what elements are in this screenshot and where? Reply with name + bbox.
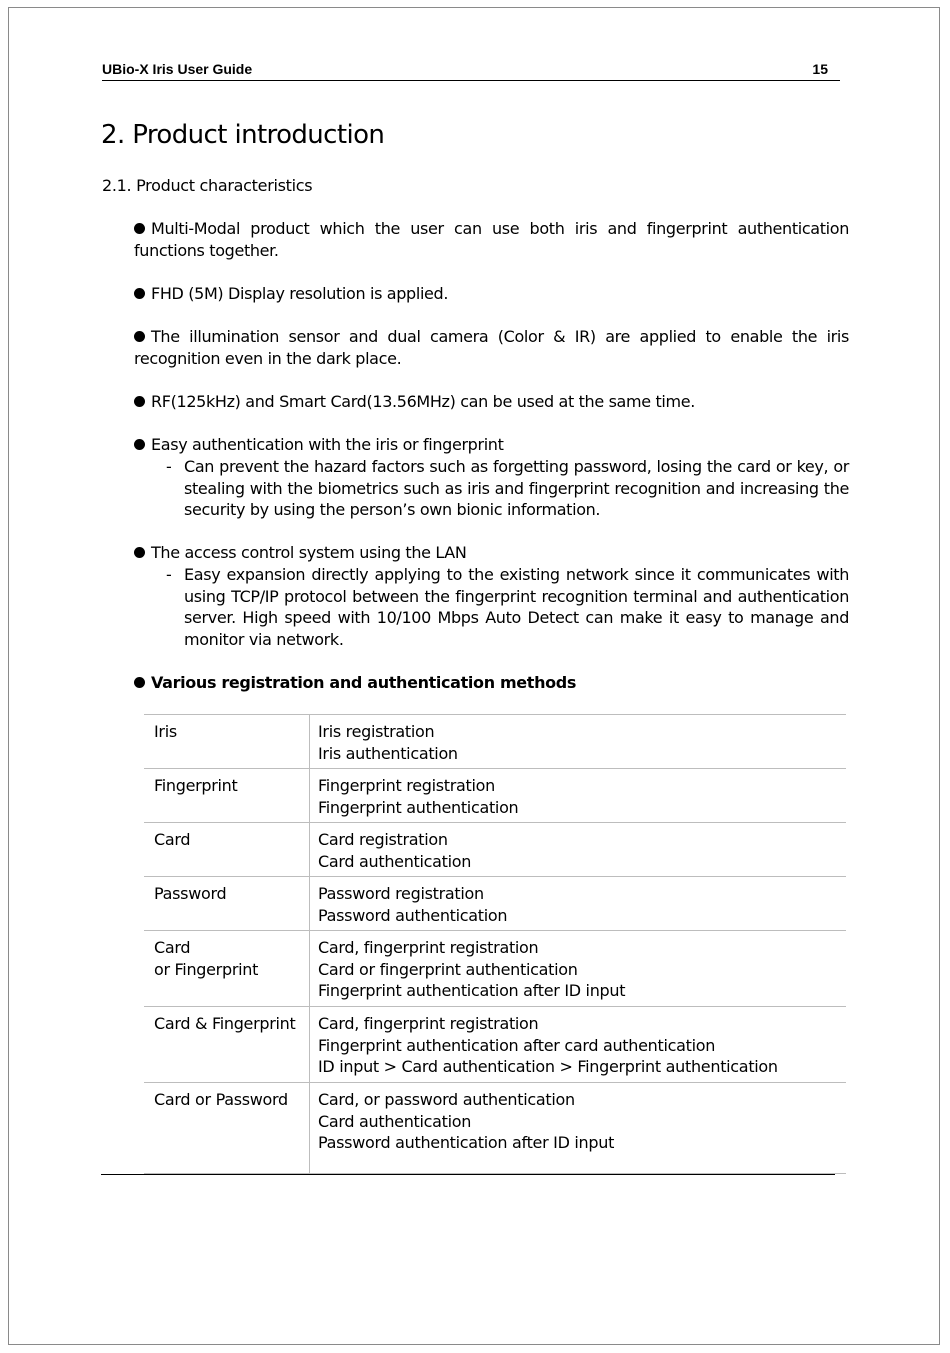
description-line: Fingerprint authentication <box>318 797 519 817</box>
bullet-dot-icon <box>134 288 145 299</box>
bullet-dot-icon <box>134 677 145 688</box>
method-name: Card or Password <box>154 1090 288 1109</box>
page-number: 15 <box>812 61 828 77</box>
description-line: Iris registration <box>318 722 435 741</box>
bullet-text: RF(125kHz) and Smart Card(13.56MHz) can be used at the same time. <box>151 392 695 411</box>
bullet-dot-icon <box>134 547 145 558</box>
bullet-dot-icon <box>134 439 145 450</box>
method-description <box>318 937 838 1002</box>
method-description <box>318 775 838 818</box>
methods-table <box>144 714 846 1178</box>
table-row <box>144 876 846 930</box>
subsection-title: 2.1. Product characteristics <box>102 176 313 195</box>
description-line: Card, fingerprint registration <box>318 938 539 957</box>
table-row <box>144 714 846 768</box>
method-description <box>318 1089 838 1154</box>
description-line: Password authentication <box>318 905 508 925</box>
description-line: Password authentication after ID input <box>318 1133 615 1152</box>
method-description <box>318 883 838 926</box>
page-bottom-rule <box>101 1174 835 1175</box>
sub-item-text: Can prevent the hazard factors such as forgetting password, losing the card or key, or stealing with the biometrics such as iris and fingerprint recognition and increasing the security by using the person’s own bionic information. <box>184 457 849 519</box>
bullet-text: FHD (5M) Display resolution is applied. <box>151 284 449 303</box>
description-line: Iris authentication <box>318 743 458 763</box>
method-name: Fingerprint <box>154 776 238 795</box>
bullet-text: The access control system using the LAN <box>151 543 467 562</box>
header-title: UBio-X Iris User Guide <box>102 61 253 77</box>
table-row <box>144 822 846 876</box>
dash-icon: - <box>166 457 172 476</box>
table-column-divider <box>309 714 310 1174</box>
bullet-item <box>134 218 849 261</box>
table-row <box>144 1006 846 1082</box>
bullet-dot-icon <box>134 396 145 407</box>
bullet-item <box>134 542 849 564</box>
bullet-text: The illumination sensor and dual camera (Color & IR) are applied to enable the iris recognition even in the dark place. <box>134 327 849 368</box>
bullet-item <box>134 326 849 369</box>
bullet-dot-icon <box>134 331 145 342</box>
method-name: Password <box>154 884 227 903</box>
bullet-text: Easy authentication with the iris or fingerprint <box>151 435 504 454</box>
description-line: Card authentication <box>318 1111 472 1131</box>
method-description <box>318 1013 838 1078</box>
description-line: Card or fingerprint authentication <box>318 959 578 979</box>
sub-item-text: Easy expansion directly applying to the existing network since it communicates with using TCP/IP protocol between the fingerprint recognition terminal and authentication server. High speed with 10/100 Mbps Auto Detect can make it easy to manage and monitor via network. <box>184 565 849 649</box>
description-line: Card, or password authentication <box>318 1090 575 1109</box>
method-name: Card <box>154 830 191 849</box>
method-name: Card or Fingerprint <box>154 938 259 979</box>
bullet-text: Various registration and authentication methods <box>151 673 577 692</box>
sub-item <box>166 564 849 650</box>
table-row <box>144 768 846 822</box>
bullet-text: Multi-Modal product which the user can use both iris and fingerprint authentication functions together. <box>134 219 849 260</box>
section-title: 2. Product introduction <box>101 120 385 150</box>
dash-icon: - <box>166 565 172 584</box>
description-line: Fingerprint authentication after card authentication <box>318 1035 716 1055</box>
sub-item <box>166 456 849 521</box>
description-line: Fingerprint authentication after ID input <box>318 981 626 1000</box>
description-line: ID input > Card authentication > Fingerprint authentication <box>318 1057 778 1076</box>
method-name: Iris <box>154 722 177 741</box>
method-description <box>318 721 838 764</box>
page-header <box>102 60 840 81</box>
method-name: Card & Fingerprint <box>154 1014 296 1033</box>
bullet-item <box>134 672 849 694</box>
bullet-item <box>134 391 849 413</box>
bullet-dot-icon <box>134 223 145 234</box>
description-line: Card registration <box>318 830 448 849</box>
table-row <box>144 1082 846 1178</box>
description-line: Fingerprint registration <box>318 776 495 795</box>
bullet-item <box>134 434 849 456</box>
description-line: Password registration <box>318 884 484 903</box>
method-description <box>318 829 838 872</box>
table-row <box>144 930 846 1006</box>
bullet-item <box>134 283 849 305</box>
description-line: Card, fingerprint registration <box>318 1014 539 1033</box>
description-line: Card authentication <box>318 851 472 871</box>
